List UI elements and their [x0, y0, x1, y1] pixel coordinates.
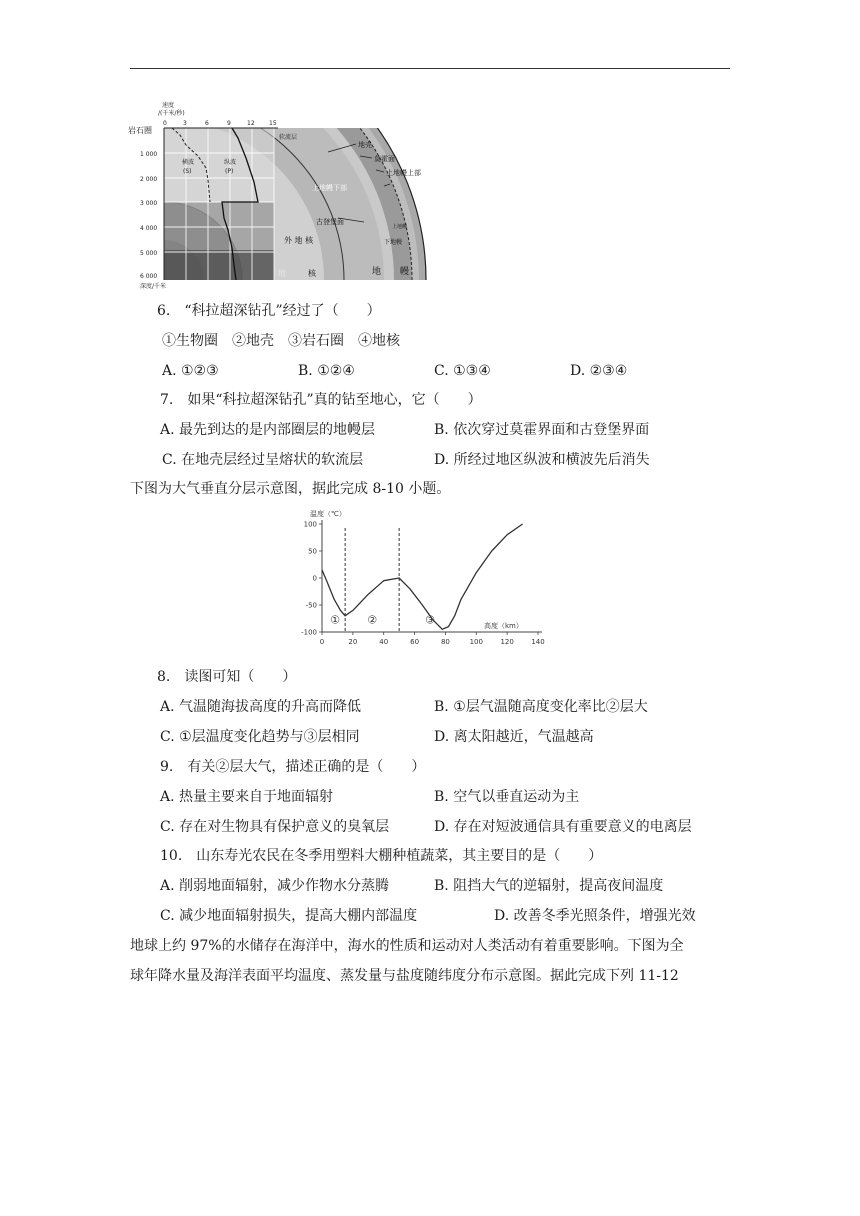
temperature-curve	[322, 524, 523, 629]
q8-option-d: D. 离太阳越近，气温越高	[434, 729, 594, 745]
x-tick-label: 60	[410, 638, 420, 646]
depth-tick: 5 000	[140, 250, 158, 257]
speed-tick: 15	[269, 120, 277, 127]
q6-option-a: A. ①②③	[162, 363, 219, 379]
q8-option-b: B. ①层气温随高度变化率比②层大	[434, 699, 648, 715]
q7-stem: 7. 如果“科拉超深钻孔”真的钻至地心，它（ ）	[160, 392, 482, 408]
q9-option-b: B. 空气以垂直运动为主	[434, 789, 580, 805]
depth-tick: 2 000	[140, 176, 158, 183]
header-rule	[130, 68, 730, 69]
q7-option-b: B. 依次穿过莫霍界面和古登堡界面	[434, 422, 650, 438]
y-tick-label: 50	[308, 547, 317, 556]
q7-option-c: C. 在地壳层经过呈熔状的软流层	[162, 452, 364, 468]
layer-label: ②	[367, 613, 378, 627]
q10-option-d: D. 改善冬季光照条件，增强光效	[494, 908, 696, 924]
depth-tick: 6 000	[140, 273, 158, 280]
mantle-label-a: 地	[372, 267, 382, 277]
section-intro-ocean-line1: 地球上约 97%的水储存在海洋中，海水的性质和运动对人类活动有着重要影响。下图为全	[130, 938, 684, 954]
x-tick-label: 0	[319, 638, 325, 646]
upper-mantle-small-label: 上地幔	[392, 224, 408, 230]
q8-option-a: A. 气温随海拔高度的升高而降低	[160, 699, 362, 715]
x-tick-label: 140	[531, 638, 545, 646]
q6-stem: 6. “科拉超深钻孔”经过了（ ）	[157, 303, 381, 319]
p-wave-label: 纵波	[224, 159, 237, 166]
q6-option-c: C. ①③④	[434, 363, 491, 379]
earth-interior-figure	[128, 100, 438, 290]
s-wave-label: 横波	[182, 159, 195, 166]
atmosphere-temperature-chart	[296, 506, 552, 656]
mantle-label-b: 幔	[400, 267, 410, 277]
q8-stem: 8. 读图可知（ ）	[157, 669, 297, 685]
layer-label: ③	[425, 613, 435, 627]
speed-tick: 6	[205, 120, 209, 127]
depth-tick: 1 000	[140, 151, 158, 158]
depth-axis-title: 深度/千米	[140, 283, 167, 290]
q7-option-a: A. 最先到达的是内部圈层的地幔层	[160, 422, 376, 438]
q6-option-d: D. ②③④	[570, 363, 628, 379]
q7-option-d: D. 所经过地区纵波和横波先后消失	[434, 452, 650, 468]
gutenberg-label: 古登堡面	[316, 218, 344, 226]
q9-option-d: D. 存在对短波通信具有重要意义的电离层	[434, 819, 692, 835]
y-tick-label: 0	[312, 574, 317, 583]
q6-option-b: B. ①②④	[298, 363, 355, 379]
q9-stem: 9. 有关②层大气，描述正确的是（ ）	[160, 759, 426, 775]
x-tick-label: 20	[348, 638, 358, 646]
q10-stem: 10. 山东寿光农民在冬季用塑料大棚种植蔬菜，其主要目的是（ ）	[160, 848, 603, 864]
x-tick-label: 120	[500, 638, 514, 646]
outer-core-label: 外 地 核	[284, 236, 314, 245]
x-tick-label: 100	[469, 638, 483, 646]
y-axis-title: 温度（℃）	[310, 510, 346, 518]
speed-tick: 3	[183, 120, 187, 127]
q9-option-a: A. 热量主要来自于地面辐射	[160, 789, 334, 805]
speed-tick: 9	[227, 120, 231, 127]
layer-label: ①	[330, 613, 341, 627]
y-tick-label: 100	[303, 520, 317, 529]
inner-core-label-b: 核	[308, 269, 316, 278]
asthenosphere-label: 软流层	[279, 134, 298, 141]
speed-tick: 0	[163, 120, 167, 127]
x-axis-title: 高度（km）	[484, 622, 523, 630]
speed-tick: 12	[247, 120, 255, 127]
q10-option-b: B. 阻挡大气的逆辐射，提高夜间温度	[434, 878, 664, 894]
depth-tick: 3 000	[140, 200, 158, 207]
crust-label: 地壳	[358, 141, 372, 149]
moho-label: 莫霍面	[374, 155, 395, 163]
upper-mantle-lower-label: 上地幔下部	[312, 184, 347, 192]
depth-tick: 4 000	[140, 225, 158, 232]
q10-option-c: C. 减少地面辐射损失，提高大棚内部温度	[160, 908, 418, 924]
inner-core-label-a: 地	[278, 269, 286, 278]
q10-option-a: A. 削弱地面辐射，减少作物水分蒸腾	[160, 878, 390, 894]
q9-option-c: C. 存在对生物具有保护意义的臭氧层	[160, 819, 390, 835]
x-tick-label: 80	[440, 638, 450, 646]
lower-mantle-label: 下地幔	[384, 239, 403, 246]
speed-axis-title: 速度	[162, 102, 175, 109]
s-wave-symbol: (S)	[183, 168, 192, 175]
upper-mantle-upper-label: 上地幔上部	[386, 169, 421, 177]
section-intro-atmosphere: 下图为大气垂直分层示意图，据此完成 8-10 小题。	[130, 481, 451, 497]
lithosphere-label: 岩石圈	[128, 126, 152, 135]
section-intro-ocean-line2: 球年降水量及海洋表面平均温度、蒸发量与盐度随纬度分布示意图。据此完成下列 11-12	[130, 968, 679, 984]
y-tick-label: -50	[305, 601, 317, 610]
speed-axis-unit: /(千米/秒)	[158, 110, 185, 117]
q6-options-line: ①生物圈 ②地壳 ③岩石圈 ④地核	[162, 333, 400, 349]
x-tick-label: 40	[379, 638, 389, 646]
p-wave-symbol: (P)	[225, 168, 234, 175]
y-tick-label: -100	[301, 628, 317, 637]
q8-option-c: C. ①层温度变化趋势与③层相同	[160, 729, 360, 745]
